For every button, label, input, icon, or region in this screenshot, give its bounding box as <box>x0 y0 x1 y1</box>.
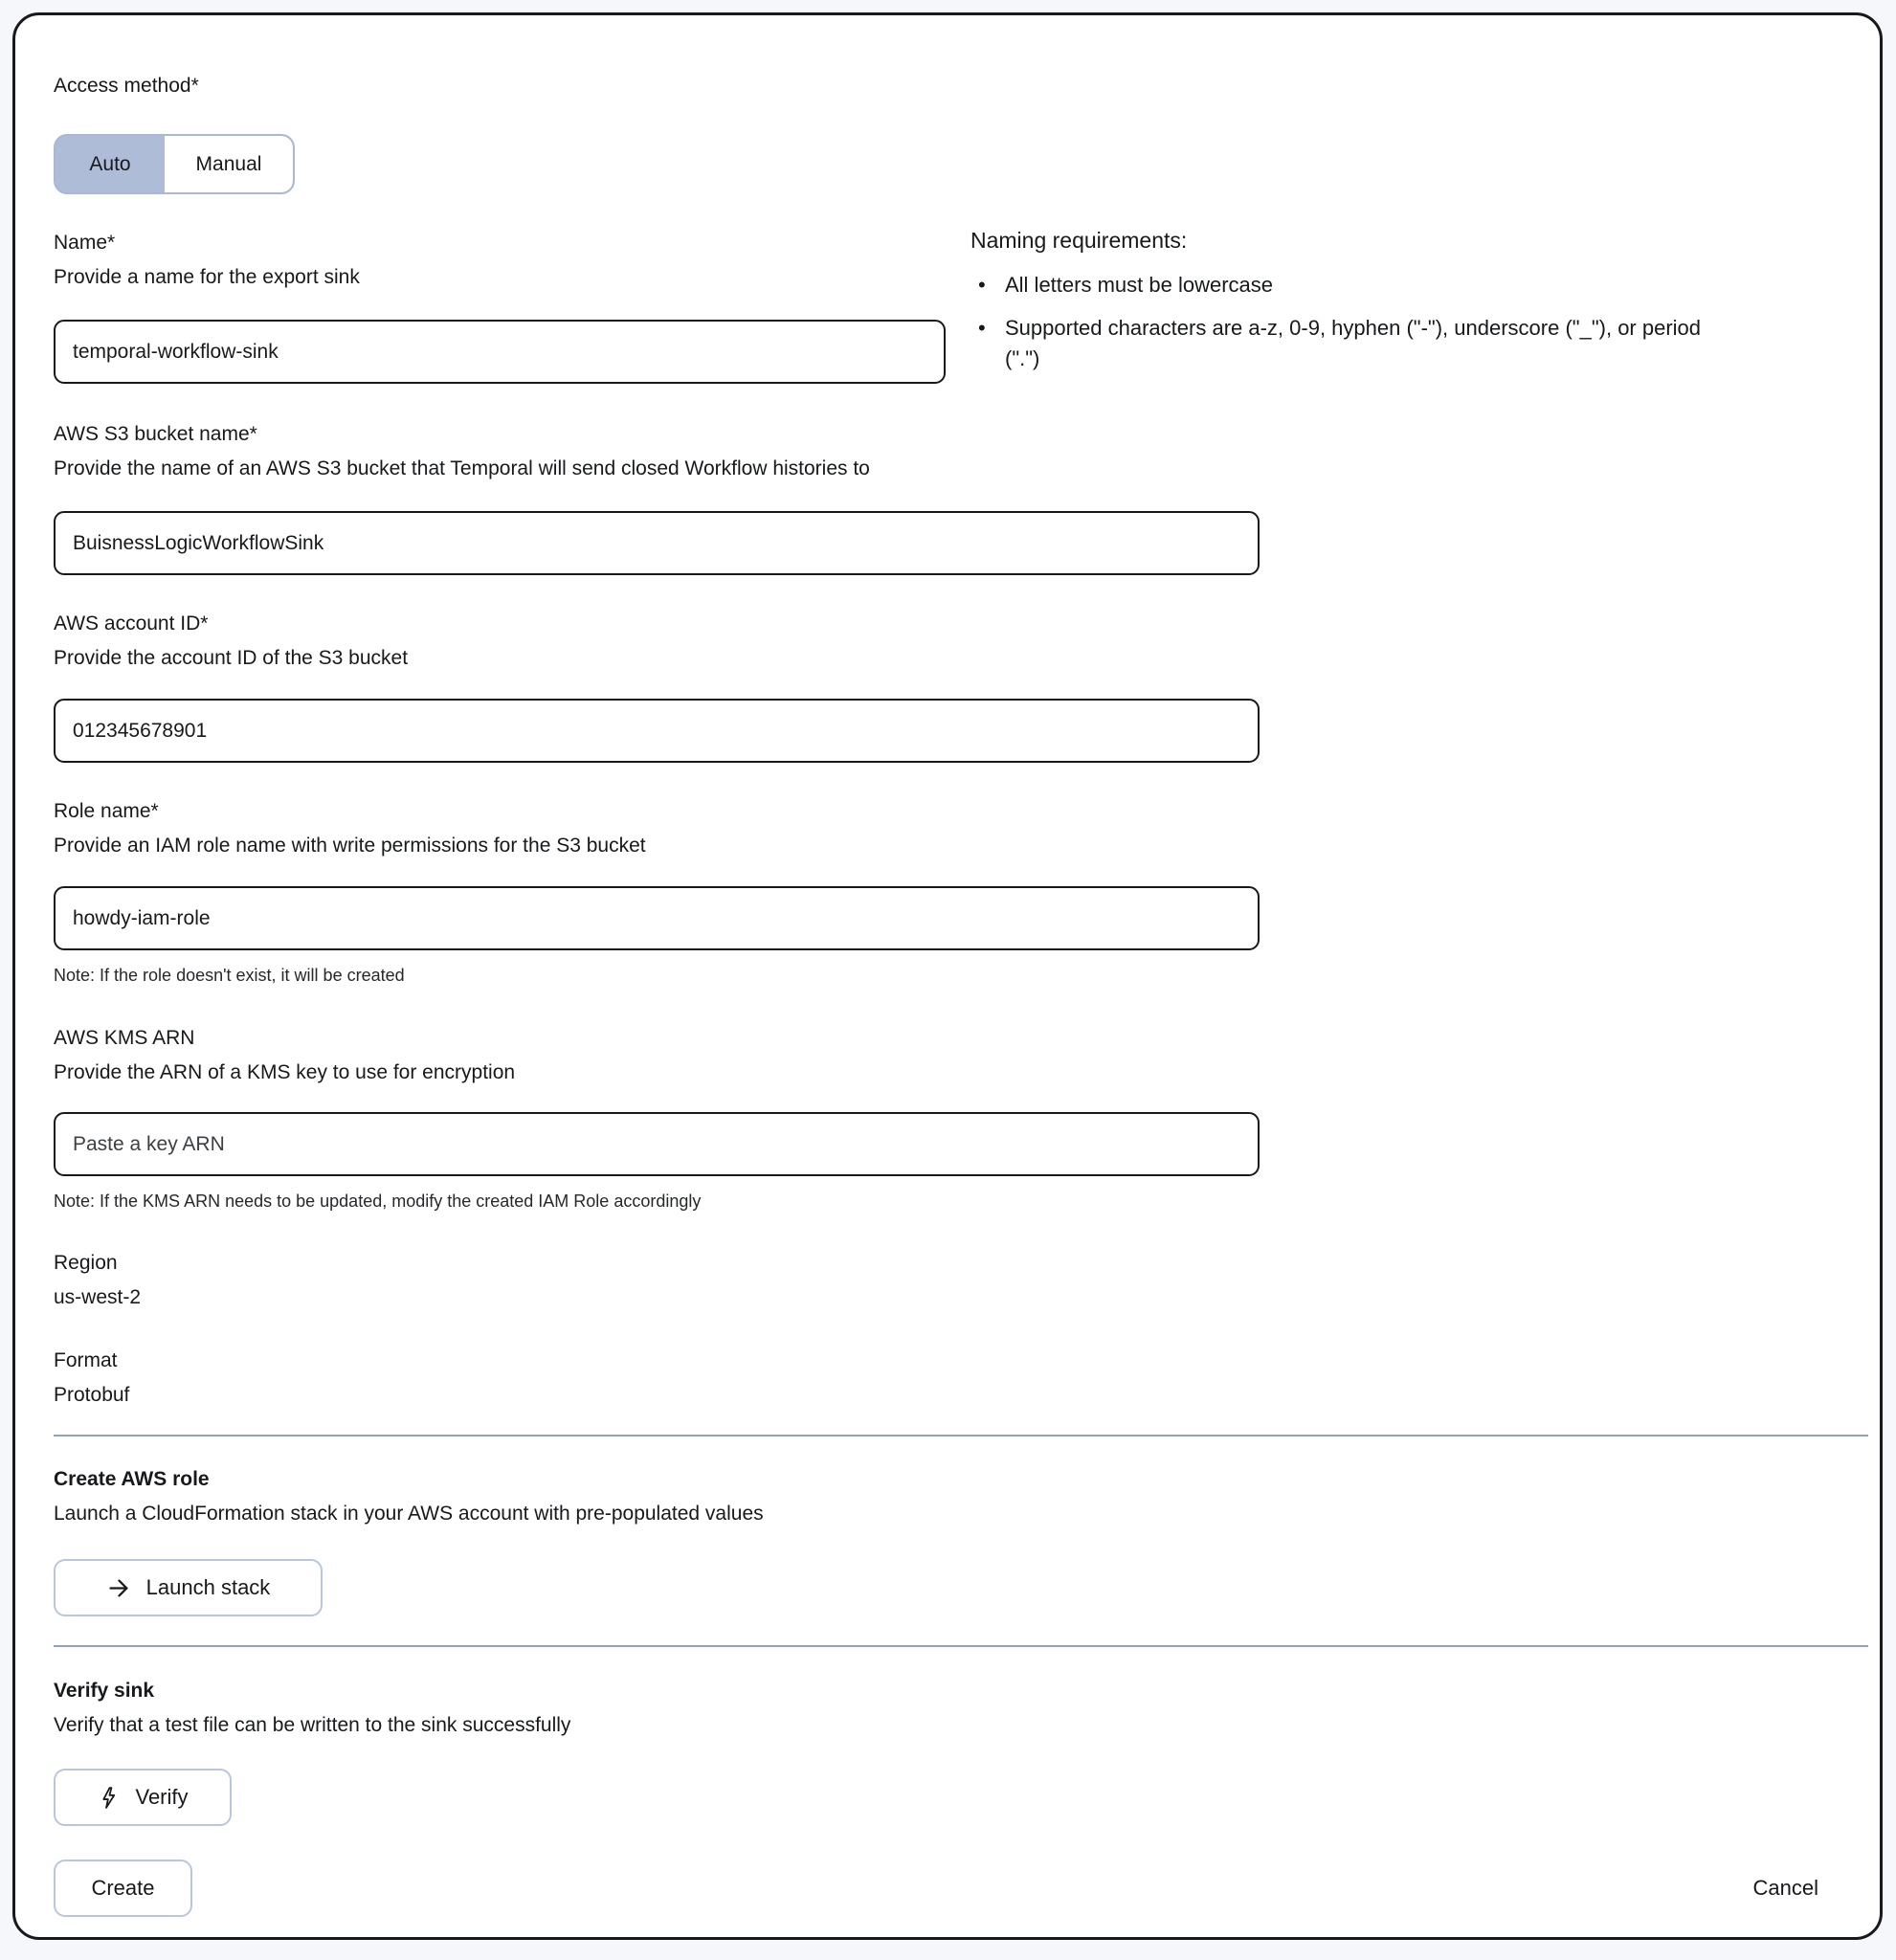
region-value: us-west-2 <box>54 1286 142 1308</box>
cancel-link[interactable]: Cancel <box>1752 1876 1818 1900</box>
role-name-description: Provide an IAM role name with write permissions for the S3 bucket <box>54 835 646 857</box>
role-name-input[interactable] <box>54 886 1260 950</box>
create-button[interactable] <box>54 1860 192 1917</box>
export-sink-form-card <box>12 12 1883 1940</box>
create-button-label: Create <box>91 1876 155 1900</box>
account-id-input[interactable] <box>54 699 1260 763</box>
name-input[interactable] <box>54 320 946 384</box>
section-divider <box>54 1435 1868 1437</box>
launch-stack-button[interactable] <box>54 1559 323 1616</box>
account-id-label: AWS account ID* <box>54 612 209 635</box>
lightning-icon <box>97 1786 121 1810</box>
verify-sink-title: Verify sink <box>54 1680 155 1702</box>
s3-bucket-description: Provide the name of an AWS S3 bucket that Temporal will send closed Workflow histories to <box>54 457 870 479</box>
s3-bucket-label: AWS S3 bucket name* <box>54 423 257 445</box>
kms-arn-label: AWS KMS ARN <box>54 1027 195 1049</box>
access-method-label: Access method* <box>54 75 199 97</box>
verify-sink-description: Verify that a test file can be written to the sink successfully <box>54 1714 571 1736</box>
naming-requirement-item: • Supported characters are a-z, 0-9, hyphen ("-"), underscore ("_"), or period (".") <box>970 313 1717 374</box>
toggle-option-manual-label: Manual <box>195 152 262 175</box>
format-value: Protobuf <box>54 1384 130 1406</box>
section-divider <box>54 1645 1868 1647</box>
naming-requirements-list <box>970 270 1717 387</box>
region-label: Region <box>54 1252 118 1274</box>
role-name-label: Role name* <box>54 800 159 822</box>
kms-arn-note: Note: If the KMS ARN needs to be updated, modify the created IAM Role accordingly <box>54 1192 702 1211</box>
access-method-toggle <box>54 134 295 194</box>
toggle-option-auto[interactable] <box>56 136 165 192</box>
naming-requirement-item: • All letters must be lowercase <box>970 270 1717 301</box>
naming-requirements-title: Naming requirements: <box>970 228 1188 253</box>
verify-button[interactable] <box>54 1769 232 1826</box>
s3-bucket-input[interactable] <box>54 511 1260 575</box>
create-aws-role-description: Launch a CloudFormation stack in your AWS account with pre-populated values <box>54 1503 764 1525</box>
create-aws-role-title: Create AWS role <box>54 1468 210 1490</box>
launch-stack-button-label: Launch stack <box>145 1575 271 1599</box>
name-field-description: Provide a name for the export sink <box>54 266 360 288</box>
toggle-option-manual[interactable] <box>165 136 293 192</box>
account-id-description: Provide the account ID of the S3 bucket <box>54 647 409 669</box>
arrow-right-icon <box>106 1575 132 1601</box>
name-field-label: Name* <box>54 232 116 254</box>
kms-arn-description: Provide the ARN of a KMS key to use for encryption <box>54 1061 516 1083</box>
role-name-note: Note: If the role doesn't exist, it will be created <box>54 966 405 985</box>
verify-button-label: Verify <box>135 1785 189 1809</box>
kms-arn-input[interactable] <box>54 1112 1260 1176</box>
format-label: Format <box>54 1349 118 1371</box>
toggle-option-auto-label: Auto <box>89 152 131 175</box>
